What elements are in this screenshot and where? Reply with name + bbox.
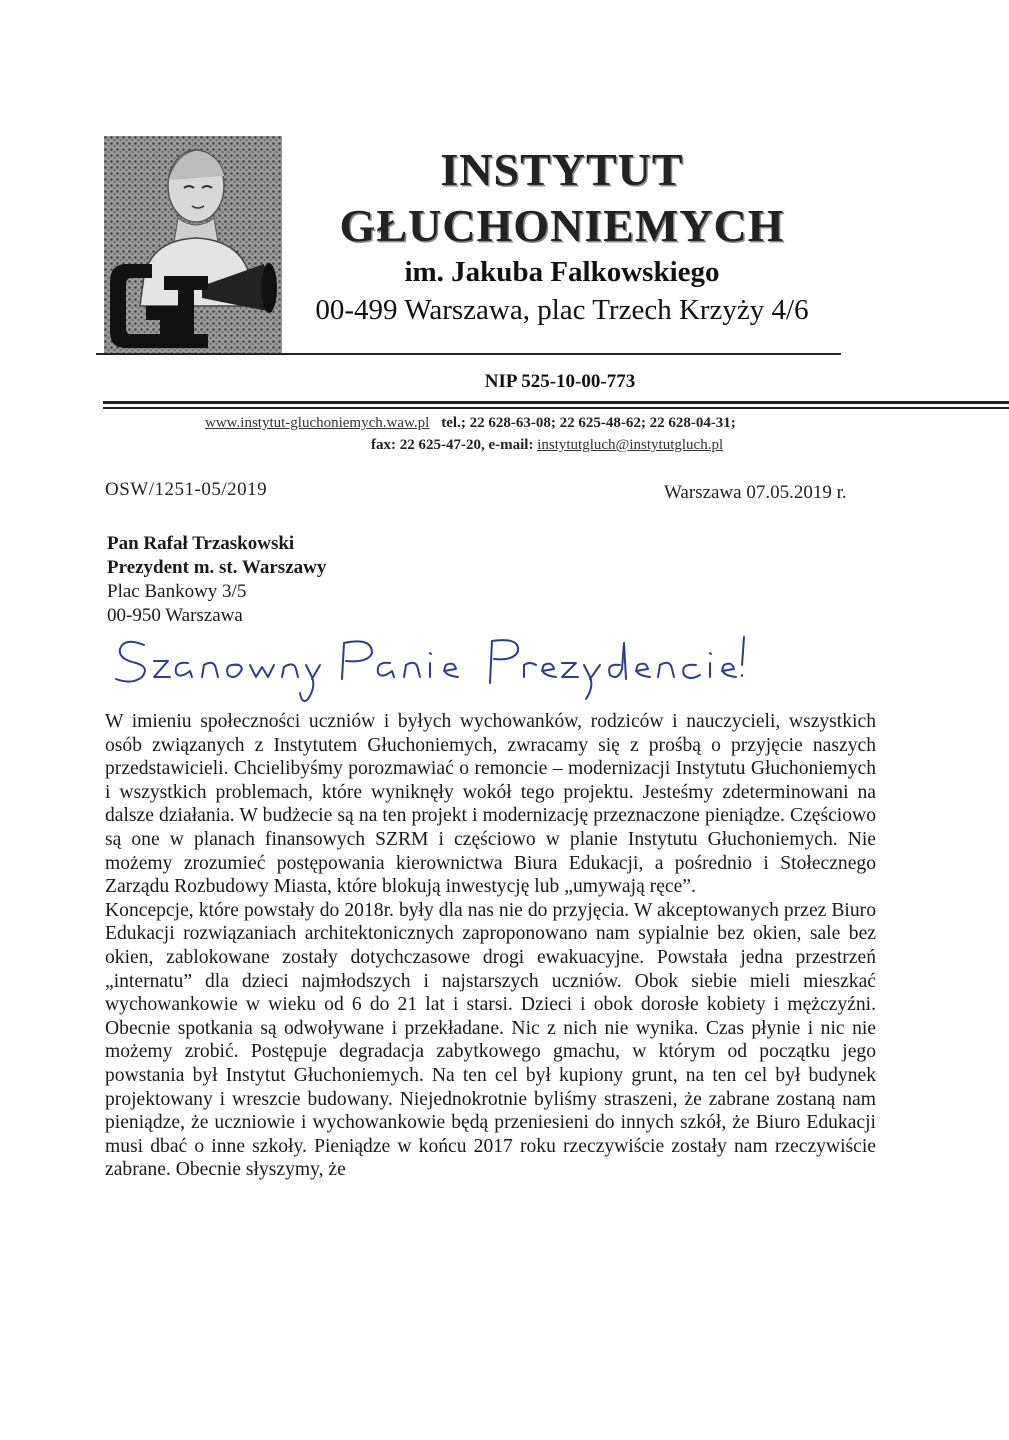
reference-number: OSW/1251-05/2019 xyxy=(105,479,268,500)
institute-address: 00-499 Warszawa, plac Trzech Krzyży 4/6 xyxy=(315,294,809,326)
recipient-block xyxy=(107,532,507,628)
institute-nip: NIP 525-10-00-773 xyxy=(484,371,636,392)
institute-logo xyxy=(104,136,282,354)
recipient-city: 00-950 Warszawa xyxy=(107,605,243,626)
recipient-street: Plac Bankowy 3/5 xyxy=(107,581,247,602)
header-double-rule-top xyxy=(103,401,1009,404)
letter-date: Warszawa 07.05.2019 r. xyxy=(664,482,847,503)
institute-logo-icon xyxy=(104,136,282,354)
contact-line-1 xyxy=(205,415,905,432)
website-link[interactable]: www.instytut-gluchoniemych.waw.pl xyxy=(205,415,430,431)
body-paragraph-1: W imieniu społeczności uczniów i byłych wychowanków, rodziców i nauczycieli, wszystkich osób związanych z Instytutem Głuchoniemych, zwracamy się z prośbą o przyjęcie naszych przedstawicieli. Chcielibyśmy porozmawiać o remoncie – modernizacji Instytutu Głuchoniemych i wszystkich problemach, które wyniknęły wokół tego projektu. Jesteśmy zdeterminowani na dalsze działania. W budżecie są na ten projekt i modernizację przeznaczone pieniądze. Częściowo są one w planach finansowych SZRM i częściowo w planie Instytutu Głuchoniemych. Nie możemy zrozumieć postępowania kierownictwa Biura Edukacji, a pośrednio i Stołecznego Zarządu Rozbudowy Miasta, które blokują inwestycję lub „umywają ręce”. xyxy=(105,711,876,898)
recipient-title: Prezydent m. st. Warszawy xyxy=(107,557,327,578)
header-double-rule-bottom xyxy=(103,407,1009,409)
handwritten-salutation xyxy=(110,627,750,707)
institute-title-line2: GŁUCHONIEMYCH xyxy=(339,200,785,251)
phone-numbers: tel.; 22 628-63-08; 22 625-48-62; 22 628-04-31; xyxy=(441,415,736,431)
handwritten-salutation-drawing xyxy=(110,627,750,707)
email-link[interactable]: instytutgluch@instytutgluch.pl xyxy=(537,437,724,453)
institute-patron: im. Jakuba Falkowskiego xyxy=(404,256,720,288)
header-divider xyxy=(96,353,841,355)
letter-body xyxy=(105,710,876,1182)
body-paragraph-2: Koncepcje, które powstały do 2018r. były dla nas nie do przyjęcia. W akceptowanych przez Biuro Edukacji rozwiązaniach architektonicznych zaproponowano nam sypialnie bez okien, sale bez okien, zablokowane zostały dotychczasowe drogi ewakuacyjne. Powstała jedna przestrzeń „internatu” dla dzieci najmłodszych i najstarszych uczniów. Obok siebie mieli mieszkać wychowankowie w wieku od 6 do 21 lat i starsi. Dzieci i obok dorosłe kobiety i mężczyźni. Obecnie spotkania są odwoływane i przekładane. Nic z nich nie wynika. Czas płynie i nic nie możemy zrobić. Postępuje degradacja zabytkowego gmachu, w którym od początku jego powstania był Instytut Głuchoniemych. Na ten cel był kupiony grunt, na ten cel był budynek projektowany i wreszcie budowany. Niejednokrotnie byliśmy straszeni, że zabrane zostaną nam pieniądze, że uczniowie i wychowankowie będą przeniesieni do innych szkół, że Biuro Edukacji musi dbać o inne szkoły. Pieniądze w końcu 2017 roku rzeczywiście zostały nam rzeczywiście zabrane. Obecnie słyszymy, że xyxy=(105,899,876,1181)
contact-line-2 xyxy=(371,437,891,454)
recipient-name: Pan Rafał Trzaskowski xyxy=(107,533,295,554)
institute-title-line1: INSTYTUT xyxy=(440,144,684,195)
fax-label: fax: 22 625-47-20, e-mail: xyxy=(371,437,538,453)
